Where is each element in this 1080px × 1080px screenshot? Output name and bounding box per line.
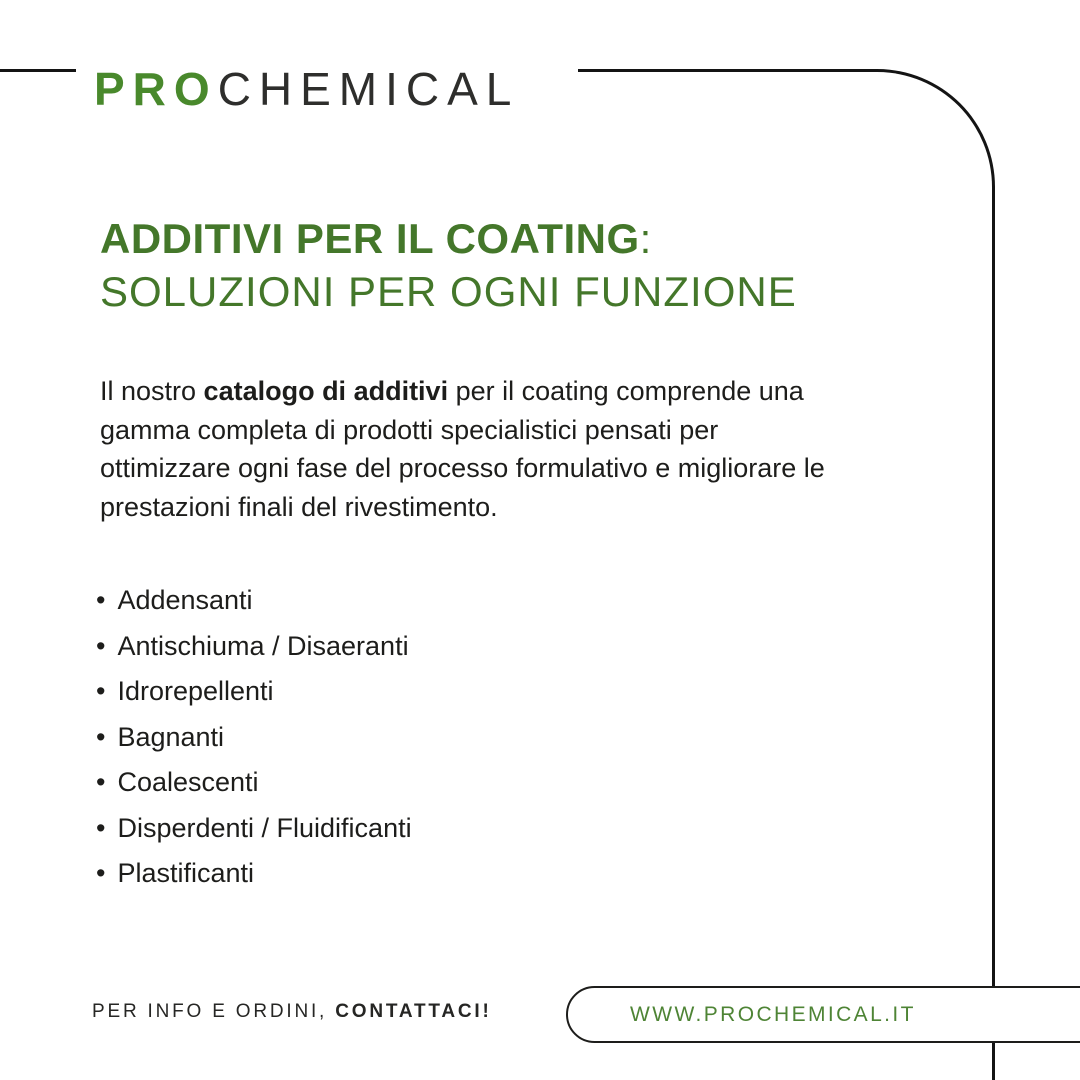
contact-note <box>92 1001 492 1023</box>
list-item <box>96 624 412 670</box>
list-item <box>96 715 412 761</box>
bullet-icon: • <box>96 812 106 843</box>
bullet-icon: • <box>96 676 106 707</box>
list-item-label: Plastificanti <box>117 858 255 889</box>
page-title-line1-text: ADDITIVI PER IL COATING <box>100 215 640 262</box>
list-item-label: Disperdenti / Fluidificanti <box>117 812 412 843</box>
bullet-icon: • <box>96 630 106 661</box>
page-title-line2: SOLUZIONI PER OGNI FUNZIONE <box>100 268 797 315</box>
additives-list <box>96 578 412 897</box>
list-item <box>96 806 412 852</box>
logo <box>94 63 520 115</box>
intro-paragraph-line3: ottimizzare ogni fase del processo formulativo e migliorare le <box>100 453 825 483</box>
list-item-label: Antischiuma / Disaeranti <box>117 630 409 661</box>
bullet-icon: • <box>96 767 106 798</box>
list-item <box>96 669 412 715</box>
contact-note-cta: CONTATTACI! <box>335 1001 492 1022</box>
list-item-label: Bagnanti <box>117 721 225 752</box>
logo-pro: PRO <box>94 63 218 115</box>
intro-line1-suffix: per il coating comprende una <box>448 376 804 406</box>
list-item-label: Addensanti <box>117 585 253 616</box>
intro-line1-bold: catalogo di additivi <box>203 376 449 406</box>
intro-line1-prefix: Il nostro <box>100 376 204 406</box>
website-link[interactable]: WWW.PROCHEMICAL.IT <box>630 1002 916 1026</box>
list-item <box>96 760 412 806</box>
intro-paragraph-line4: prestazioni finali del rivestimento. <box>100 491 498 522</box>
bullet-icon: • <box>96 721 106 752</box>
list-item-label: Coalescenti <box>117 767 259 798</box>
intro-paragraph-line2: gamma completa di prodotti specialistici pensati per <box>100 414 719 445</box>
frame-corner-line <box>578 69 995 1080</box>
contact-note-prefix: PER INFO E ORDINI, <box>92 1001 336 1022</box>
page-title-colon: : <box>639 215 652 262</box>
frame-line-left <box>0 69 76 72</box>
website-pill[interactable] <box>566 986 1080 1043</box>
list-item <box>96 851 412 897</box>
list-item-label: Idrorepellenti <box>117 676 274 707</box>
logo-chemical: CHEMICAL <box>217 63 520 115</box>
list-item <box>96 578 412 624</box>
bullet-icon: • <box>96 585 106 616</box>
bullet-icon: • <box>96 858 106 889</box>
